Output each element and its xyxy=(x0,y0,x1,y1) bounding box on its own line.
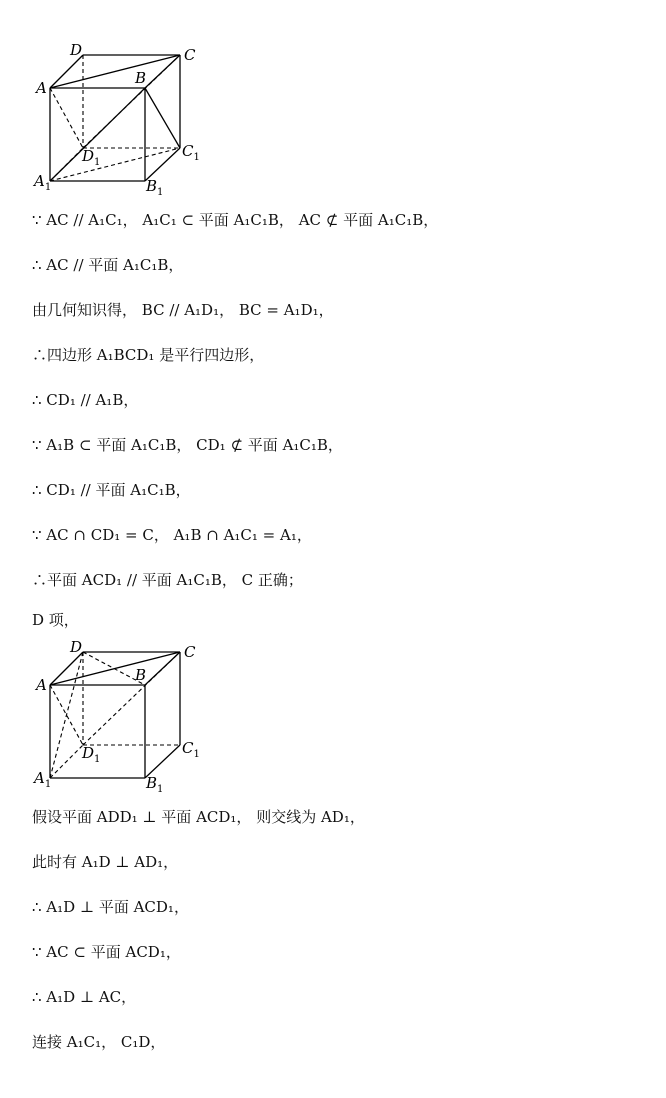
proof-line-3: 由几何知识得， BC // A₁D₁， BC = A₁D₁， xyxy=(32,301,334,319)
label-D: D xyxy=(70,41,83,59)
proof-line-2: ∴ AC // 平面 A₁C₁B， xyxy=(32,256,184,274)
cube-diagram-1 xyxy=(30,40,230,200)
proof-line-11: 此时有 A₁D ⊥ AD₁， xyxy=(32,853,179,871)
label-C1: $C_1$ xyxy=(182,142,200,163)
label-D: D xyxy=(70,638,83,656)
label-C: C xyxy=(184,643,196,661)
label-A1: $A_1$ xyxy=(34,769,52,790)
label-A1: $A_1$ xyxy=(34,172,52,193)
label-A: A xyxy=(36,676,47,694)
proof-line-13: ∵ AC ⊂ 平面 ACD₁， xyxy=(32,943,181,961)
segment-A1D-hidden xyxy=(50,652,83,778)
label-C1: $C_1$ xyxy=(182,739,200,760)
proof-line-8: ∵ AC ∩ CD₁ = C， A₁B ∩ A₁C₁ = A₁， xyxy=(32,526,312,544)
diagonal-AC xyxy=(50,55,180,88)
proof-line-10: 假设平面 ADD₁ ⊥ 平面 ACD₁， 则交线为 AD₁， xyxy=(32,808,365,826)
proof-line-15: 连接 A₁C₁， C₁D， xyxy=(32,1033,166,1051)
proof-line-6: ∵ A₁B ⊂ 平面 A₁C₁B， CD₁ ⊄ 平面 A₁C₁B， xyxy=(32,436,343,454)
label-B1: $B_1$ xyxy=(146,774,164,795)
label-C: C xyxy=(184,46,196,64)
cube-figure-2 xyxy=(30,637,230,797)
proof-line-1: ∵ AC // A₁C₁， A₁C₁ ⊂ 平面 A₁C₁B， AC ⊄ 平面 A₁C₁B， xyxy=(32,211,439,229)
proof-line-5: ∴ CD₁ // A₁B， xyxy=(32,391,139,409)
segment-A1C1-hidden xyxy=(50,148,180,181)
edge-AD xyxy=(50,652,83,685)
label-A: A xyxy=(36,79,47,97)
cube-figure-1 xyxy=(30,40,230,200)
edge-A1D1-hidden xyxy=(50,745,83,778)
segment-AD1-hidden xyxy=(50,88,83,148)
label-B1: $B_1$ xyxy=(146,177,164,198)
label-B: B xyxy=(135,666,147,684)
cube-diagram-2 xyxy=(30,637,230,797)
proof-line-12: ∴ A₁D ⊥ 平面 ACD₁， xyxy=(32,898,189,916)
segment-BC1 xyxy=(145,88,180,148)
label-D1: $D_1$ xyxy=(82,147,101,168)
edge-AD xyxy=(50,55,83,88)
label-B: B xyxy=(135,69,147,87)
option-d-heading: D 项， xyxy=(32,611,79,629)
label-D1: $D_1$ xyxy=(82,744,101,765)
proof-line-7: ∴ CD₁ // 平面 A₁C₁B， xyxy=(32,481,191,499)
proof-line-9: ∴平面 ACD₁ // 平面 A₁C₁B， C 正确； xyxy=(32,571,303,589)
proof-line-14: ∴ A₁D ⊥ AC， xyxy=(32,988,137,1006)
segment-CD1-hidden xyxy=(83,652,180,745)
proof-line-4: ∴四边形 A₁BCD₁ 是平行四边形， xyxy=(32,346,265,364)
